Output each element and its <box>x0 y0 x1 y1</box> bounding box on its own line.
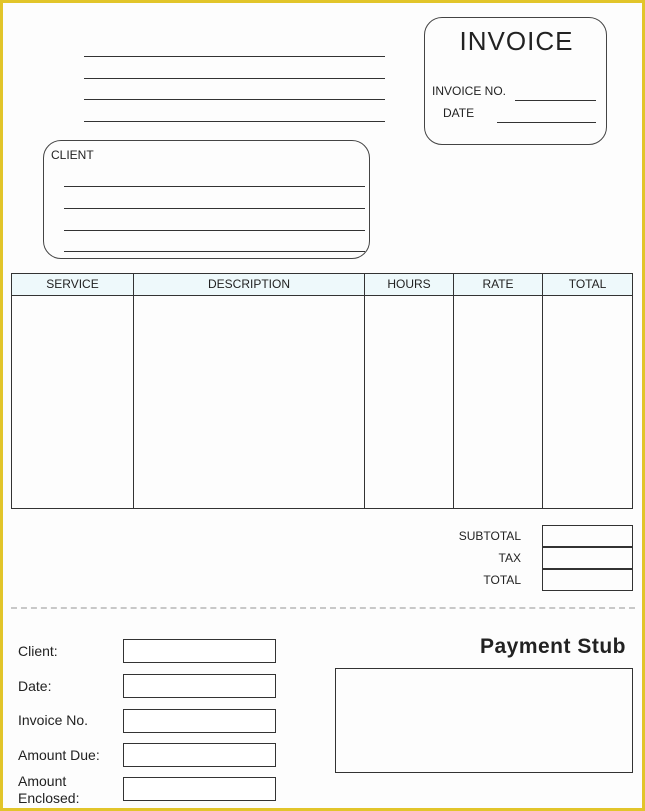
stub-amount-enclosed-field[interactable] <box>123 777 276 801</box>
cut-line-divider <box>11 607 635 609</box>
tax-field[interactable] <box>542 547 633 569</box>
subtotal-label: SUBTOTAL <box>458 529 521 543</box>
invoice-info-box <box>424 17 607 145</box>
invoice-date-label: DATE <box>443 106 475 120</box>
total-field[interactable] <box>542 569 633 591</box>
sender-line-4 <box>84 121 385 122</box>
stub-amount-due-field[interactable] <box>123 743 276 767</box>
sender-line-1 <box>84 56 385 57</box>
client-line-2[interactable] <box>64 208 365 209</box>
client-line-1[interactable] <box>64 186 365 187</box>
stub-client-field[interactable] <box>123 639 276 663</box>
column-total[interactable] <box>543 274 632 508</box>
client-box <box>43 140 370 259</box>
column-hours[interactable] <box>365 274 454 508</box>
total-label: TOTAL <box>483 573 521 587</box>
column-header-total: TOTAL <box>568 277 607 291</box>
payment-stub-title: Payment Stub <box>479 635 626 658</box>
stub-date-label: Date: <box>18 678 52 694</box>
stub-amount-enclosed-label: Amount Enclosed: <box>18 773 80 806</box>
invoice-title: INVOICE <box>459 26 574 56</box>
client-line-3[interactable] <box>64 230 365 231</box>
stub-invoice-no-field[interactable] <box>123 709 276 733</box>
stub-client-label: Client: <box>18 643 58 659</box>
line-items-table <box>11 273 633 509</box>
subtotal-field[interactable] <box>542 525 633 547</box>
sender-line-2 <box>84 78 385 79</box>
stub-notes-box[interactable] <box>335 668 633 773</box>
column-header-description: DESCRIPTION <box>207 277 290 291</box>
column-description[interactable] <box>134 274 365 508</box>
stub-date-field[interactable] <box>123 674 276 698</box>
column-header-service: SERVICE <box>46 277 99 291</box>
client-line-4[interactable] <box>64 251 365 252</box>
column-service[interactable] <box>12 274 134 508</box>
tax-label: TAX <box>498 551 521 565</box>
sender-line-3 <box>84 99 385 100</box>
invoice-date-field[interactable] <box>497 122 596 123</box>
stub-invoice-no-label: Invoice No. <box>18 712 89 728</box>
stub-amount-due-label: Amount Due: <box>18 747 100 763</box>
client-label: CLIENT <box>51 148 94 162</box>
column-header-rate: RATE <box>482 277 514 291</box>
invoice-no-label: INVOICE NO. <box>432 84 507 98</box>
invoice-no-field[interactable] <box>515 100 596 101</box>
column-header-hours: HOURS <box>387 277 431 291</box>
column-rate[interactable] <box>454 274 543 508</box>
